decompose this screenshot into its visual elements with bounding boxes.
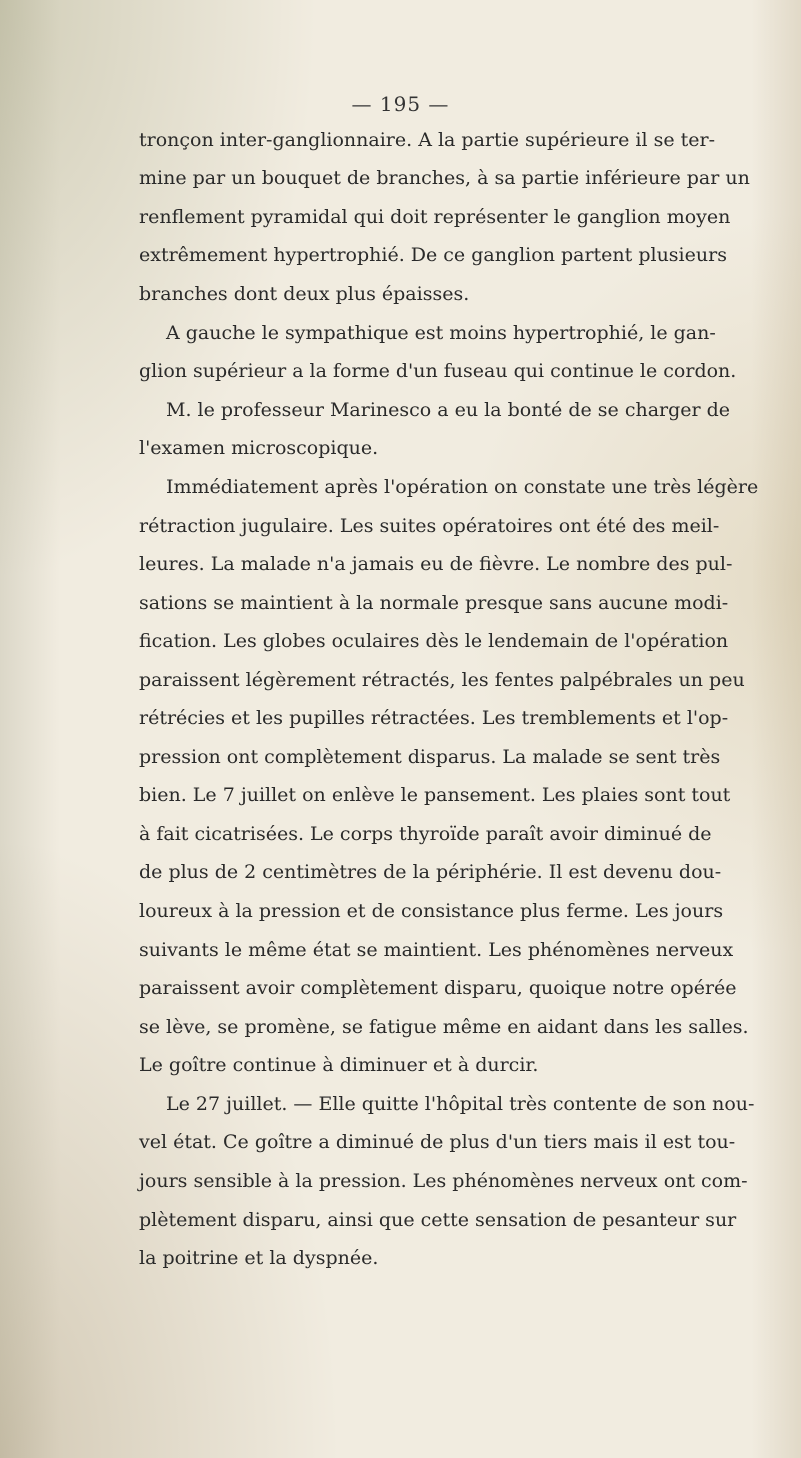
text-line: plètement disparu, ainsi que cette sensation de pesanteur sur: [139, 1209, 737, 1231]
text-line: jours sensible à la pression. Les phénomènes nerveux ont com-: [139, 1170, 748, 1192]
text-line: se lève, se promène, se fatigue même en aidant dans les salles.: [139, 1016, 749, 1038]
text-line: pression ont complètement disparus. La malade se sent très: [139, 746, 721, 768]
text-line: rétrécies et les pupilles rétractées. Les tremblements et l'op-: [139, 707, 729, 729]
text-line: Le 27 juillet. — Elle quitte l'hôpital très contente de son nou-: [166, 1093, 755, 1115]
text-line: bien. Le 7 juillet on enlève le pansement. Les plaies sont tout: [139, 784, 731, 806]
text-line: extrêmement hypertrophié. De ce ganglion partent plusieurs: [139, 244, 727, 266]
text-line: suivants le même état se maintient. Les phénomènes nerveux: [139, 939, 734, 961]
text-line: A gauche le sympathique est moins hypertrophié, le gan-: [166, 322, 716, 344]
text-line: loureux à la pression et de consistance plus ferme. Les jours: [139, 900, 724, 922]
text-line: renflement pyramidal qui doit représenter le ganglion moyen: [139, 206, 731, 228]
text-line: M. le professeur Marinesco a eu la bonté de se charger de: [166, 399, 731, 421]
text-line: l'examen microscopique.: [139, 437, 379, 459]
text-line: paraissent légèrement rétractés, les fentes palpébrales un peu: [139, 669, 745, 691]
text-line: sations se maintient à la normale presque sans aucune modi-: [139, 592, 729, 614]
text-line: rétraction jugulaire. Les suites opératoires ont été des meil-: [139, 515, 720, 537]
text-line: fication. Les globes oculaires dès le lendemain de l'opération: [139, 630, 729, 652]
text-line: tronçon inter-ganglionnaire. A la partie supérieure il se ter-: [139, 129, 715, 151]
text-line: vel état. Ce goître a diminué de plus d'un tiers mais il est tou-: [139, 1131, 736, 1153]
page-number: — 195 —: [351, 92, 450, 116]
text-line: glion supérieur a la forme d'un fuseau qui continue le cordon.: [139, 360, 737, 382]
text-line: mine par un bouquet de branches, à sa partie inférieure par un: [139, 167, 750, 189]
text-line: paraissent avoir complètement disparu, quoique notre opérée: [139, 977, 737, 999]
text-line: à fait cicatrisées. Le corps thyroïde paraît avoir diminué de: [139, 823, 712, 845]
text-line: Immédiatement après l'opération on constate une très légère: [166, 476, 759, 498]
text-line: de plus de 2 centimètres de la périphérie. Il est devenu dou-: [139, 861, 722, 883]
text-line: branches dont deux plus épaisses.: [139, 283, 470, 305]
text-line: la poitrine et la dyspnée.: [139, 1247, 379, 1269]
text-line: leures. La malade n'a jamais eu de fièvre. Le nombre des pul-: [139, 553, 733, 575]
text-line: Le goître continue à diminuer et à durcir.: [139, 1054, 539, 1076]
